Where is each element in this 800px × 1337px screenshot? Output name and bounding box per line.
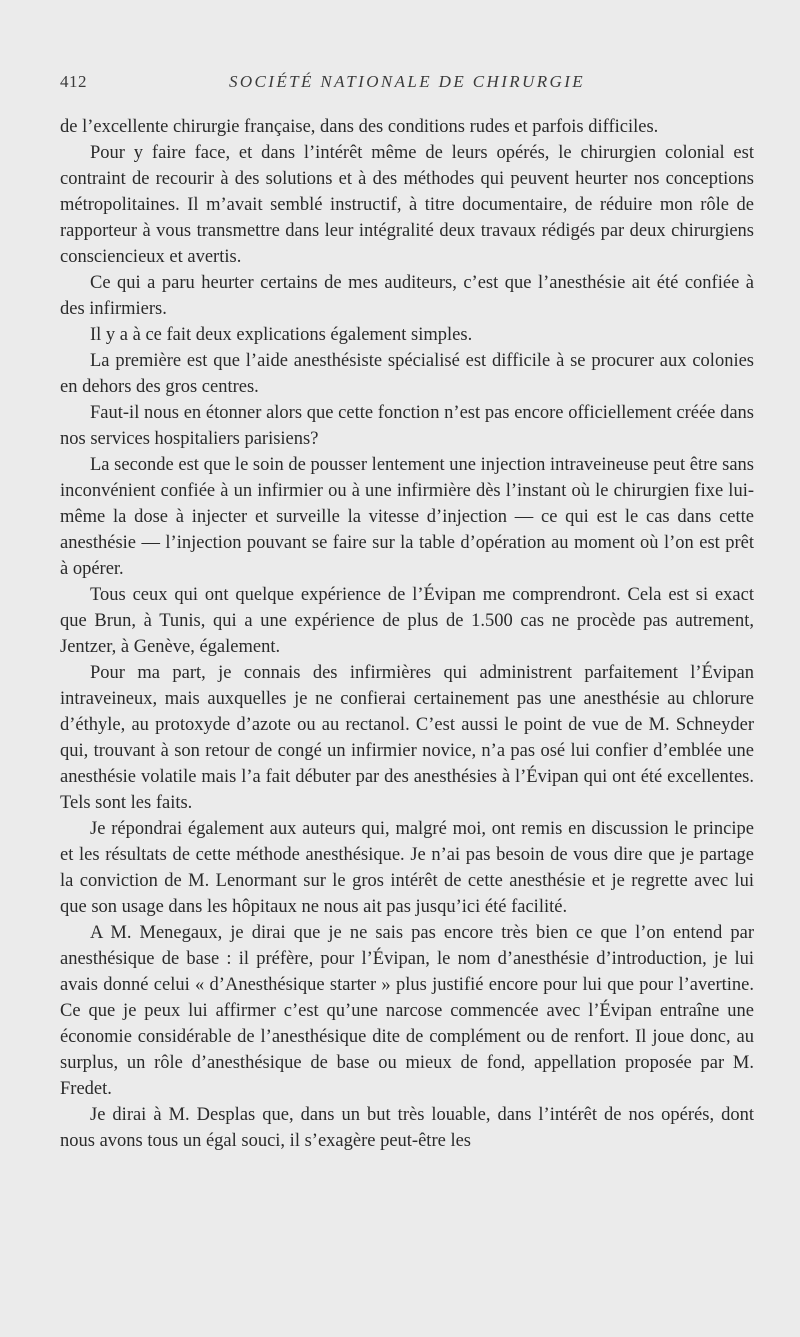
paragraph: La première est que l’aide anesthésiste spécialisé est difficile à se procurer aux colonies en dehors des gros centres. bbox=[60, 351, 754, 397]
paragraph: Je répondrai également aux auteurs qui, malgré moi, ont remis en discussion le principe et les résultats de cette méthode anesthésique. Je n’ai pas besoin de vous dire que je partage la conviction de M. Lenormant sur le gros intérêt de cette anesthésie et je regrette avec lui que son usage dans les hôpitaux ne nous ait pas jusqu’ici été facilité. bbox=[60, 819, 754, 917]
body-text bbox=[60, 114, 754, 1154]
paragraph: de l’excellente chirurgie française, dans des conditions rudes et parfois difficiles. bbox=[60, 117, 659, 137]
paragraph: Tous ceux qui ont quelque expérience de l’Évipan me comprendront. Cela est si exact que Brun, à Tunis, qui a une expérience de plus de 1.500 cas ne procède pas autrement, Jentzer, à Genève, également. bbox=[60, 585, 754, 657]
paragraph: Pour ma part, je connais des infirmières qui administrent parfaitement l’Évipan intraveineux, mais auxquelles je ne confierai certainement pas une anesthésie au chlorure d’éthyle, au protoxyde d’azote ou au rectanol. C’est aussi le point de vue de M. Schneyder qui, trouvant à son retour de congé un infirmier novice, n’a pas osé lui confier d’emblée une anesthésie volatile mais l’a fait débuter par des anesthésies à l’Évipan qui ont été excellentes. Tels sont les faits. bbox=[60, 663, 754, 813]
running-title: SOCIÉTÉ NATIONALE DE CHIRURGIE bbox=[228, 72, 586, 91]
paragraph: A M. Menegaux, je dirai que je ne sais pas encore très bien ce que l’on entend par anesthésique de base : il préfère, pour l’Évipan, le nom d’anesthésie d’introduction, je lui avais donné celui « d’Anesthésique starter » plus justifié encore pour lui que pour l’avertine. Ce que je peux lui affirmer c’est qu’une narcose commencée avec l’Évipan entraîne une économie considérable de l’anesthésique dite de complément ou de renfort. Il joue donc, au surplus, un rôle d’anesthésique de base ou mieux de fond, appellation proposée par M. Fredet. bbox=[60, 923, 754, 1099]
paragraph: Pour y faire face, et dans l’intérêt même de leurs opérés, le chirurgien colonial est contraint de recourir à des solutions et à des méthodes qui peuvent heurter nos conceptions métropolitaines. Il m’avait semblé instructif, à titre documentaire, de réduire mon rôle de rapporteur à vous transmettre dans leur intégralité deux travaux rédigés par deux chirurgiens consciencieux et avertis. bbox=[60, 143, 754, 267]
page-header bbox=[60, 72, 754, 98]
paragraph: La seconde est que le soin de pousser lentement une injection intraveineuse peut être sans inconvénient confiée à un infirmier ou à une infirmière dès l’instant où le chirurgien fixe lui-même la dose à injecter et surveille la vitesse d’injection — ce qui est le cas dans cette anesthésie — l’injection pouvant se faire sur la table d’opération au moment où l’on est prêt à opérer. bbox=[60, 455, 754, 579]
paragraph: Il y a à ce fait deux explications également simples. bbox=[90, 325, 473, 345]
paragraph: Ce qui a paru heurter certains de mes auditeurs, c’est que l’anesthésie ait été confiée à des infirmiers. bbox=[60, 273, 754, 319]
paragraph: Faut-il nous en étonner alors que cette fonction n’est pas encore officiellement créée dans nos services hospitaliers parisiens? bbox=[60, 403, 754, 449]
paragraph: Je dirai à M. Desplas que, dans un but très louable, dans l’intérêt de nos opérés, dont nous avons tous un égal souci, il s’exagère peut-être les bbox=[60, 1105, 754, 1151]
page-number: 412 bbox=[60, 72, 87, 91]
